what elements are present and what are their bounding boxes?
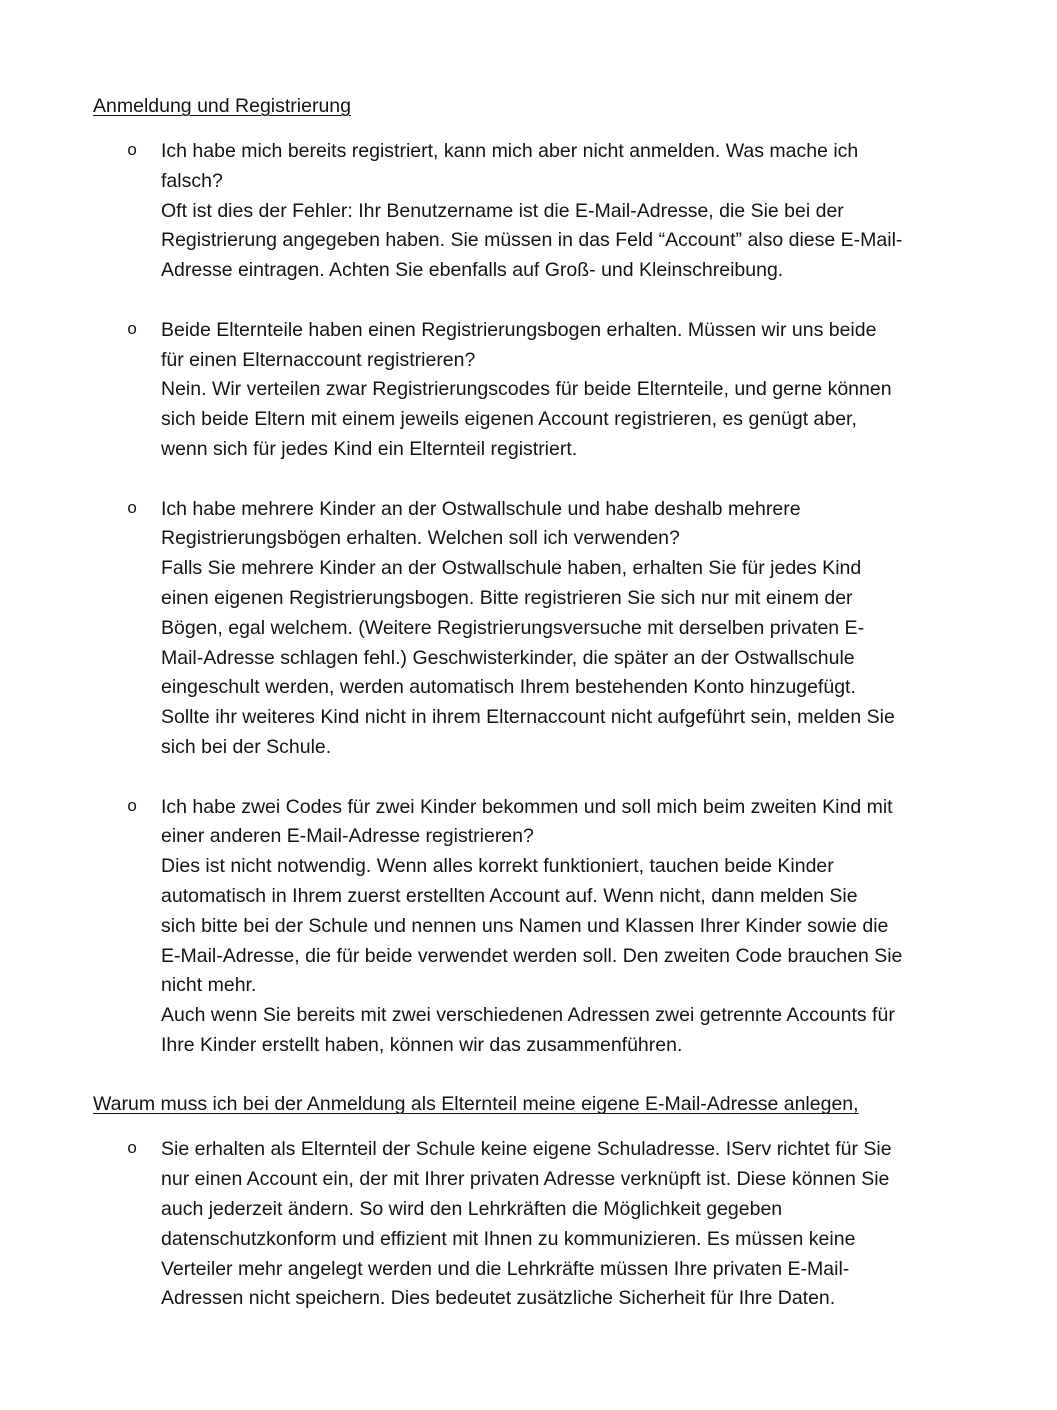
faq-item: [0, 1135, 1057, 1314]
answer-line: wenn sich für jedes Kind ein Elternteil registriert.: [161, 437, 578, 460]
bullet-marker: o: [127, 797, 138, 817]
question-line: Ich habe zwei Codes für zwei Kinder bekommen und soll mich beim zweiten Kind mit: [161, 795, 893, 818]
answer-line: Falls Sie mehrere Kinder an der Ostwallschule haben, erhalten Sie für jedes Kind: [161, 557, 862, 580]
section-email: [0, 1090, 1057, 1314]
question-line: einer anderen E-Mail-Adresse registrieren?: [161, 825, 534, 848]
answer-line: Registrierung angegeben haben. Sie müssen in das Feld “Account” also diese E-Mail-: [161, 229, 903, 252]
answer-line: nur einen Account ein, der mit Ihrer privaten Adresse verknüpft ist. Diese können Sie: [161, 1168, 890, 1191]
answer-line: sich bitte bei der Schule und nennen uns Namen und Klassen Ihrer Kinder sowie die: [161, 914, 889, 937]
answer-line: Nein. Wir verteilen zwar Registrierungscodes für beide Elternteile, und gerne können: [161, 378, 892, 401]
bullet-marker: o: [127, 499, 138, 519]
faq-item: [0, 495, 1057, 763]
bullet-marker: o: [127, 141, 138, 161]
answer-line: einen eigenen Registrierungsbogen. Bitte registrieren Sie sich nur mit einem der: [161, 586, 853, 609]
answer-line: Sie erhalten als Elternteil der Schule keine eigene Schuladresse. IServ richtet für Sie: [161, 1138, 892, 1161]
answer-line: automatisch in Ihrem zuerst erstellten Account auf. Wenn nicht, dann melden Sie: [161, 884, 858, 907]
answer-line: Adressen nicht speichern. Dies bedeutet zusätzliche Sicherheit für Ihre Daten.: [161, 1287, 836, 1310]
answer-line: E-Mail-Adresse, die für beide verwendet werden soll. Den zweiten Code brauchen Sie: [161, 944, 903, 967]
faq-item: [0, 137, 1057, 286]
answer-line: datenschutzkonform und effizient mit Ihnen zu kommunizieren. Es müssen keine: [161, 1227, 856, 1250]
bullet-marker: o: [127, 320, 138, 340]
answer-line: auch jederzeit ändern. So wird den Lehrkräften die Möglichkeit gegeben: [161, 1198, 783, 1221]
question-line: Beide Elternteile haben einen Registrierungsbogen erhalten. Müssen wir uns beide: [161, 318, 877, 341]
document-content: [0, 92, 1057, 1344]
section-heading: Anmeldung und Registrierung: [93, 95, 351, 117]
answer-line: Dies ist nicht notwendig. Wenn alles korrekt funktioniert, tauchen beide Kinder: [161, 855, 834, 878]
answer-line: nicht mehr.: [161, 974, 257, 997]
answer-line: Adresse eintragen. Achten Sie ebenfalls auf Groß- und Kleinschreibung.: [161, 259, 784, 282]
answer-line: sich bei der Schule.: [161, 735, 332, 758]
faq-item: [0, 793, 1057, 1061]
question-line: Ich habe mehrere Kinder an der Ostwallschule und habe deshalb mehrere: [161, 497, 801, 520]
bullet-marker: o: [127, 1140, 138, 1160]
question-line: Registrierungsbögen erhalten. Welchen soll ich verwenden?: [161, 527, 680, 550]
answer-line: Ihre Kinder erstellt haben, können wir das zusammenführen.: [161, 1033, 683, 1056]
answer-line: Mail-Adresse schlagen fehl.) Geschwisterkinder, die später an der Ostwallschule: [161, 646, 855, 669]
question-line: Ich habe mich bereits registriert, kann mich aber nicht anmelden. Was mache ich: [161, 139, 859, 162]
faq-item: [0, 316, 1057, 465]
section-heading: Warum muss ich bei der Anmeldung als Elternteil meine eigene E-Mail-Adresse anlegen,: [93, 1093, 859, 1116]
question-line: falsch?: [161, 169, 223, 192]
answer-line: sich beide Eltern mit einem jeweils eigenen Account registrieren, es genügt aber,: [161, 408, 857, 431]
answer-line: Sollte ihr weiteres Kind nicht in ihrem Elternaccount nicht aufgeführt sein, melden Sie: [161, 706, 895, 729]
answer-line: Oft ist dies der Fehler: Ihr Benutzername ist die E-Mail-Adresse, die Sie bei der: [161, 199, 844, 222]
answer-line: Auch wenn Sie bereits mit zwei verschiedenen Adressen zwei getrennte Accounts für: [161, 1004, 895, 1027]
question-line: für einen Elternaccount registrieren?: [161, 348, 476, 371]
answer-line: eingeschult werden, werden automatisch Ihrem bestehenden Konto hinzugefügt.: [161, 676, 856, 699]
section-registration: [0, 92, 1057, 1061]
answer-line: Bögen, egal welchem. (Weitere Registrierungsversuche mit derselben privaten E-: [161, 616, 865, 639]
answer-line: Verteiler mehr angelegt werden und die Lehrkräfte müssen Ihre privaten E-Mail-: [161, 1257, 850, 1280]
